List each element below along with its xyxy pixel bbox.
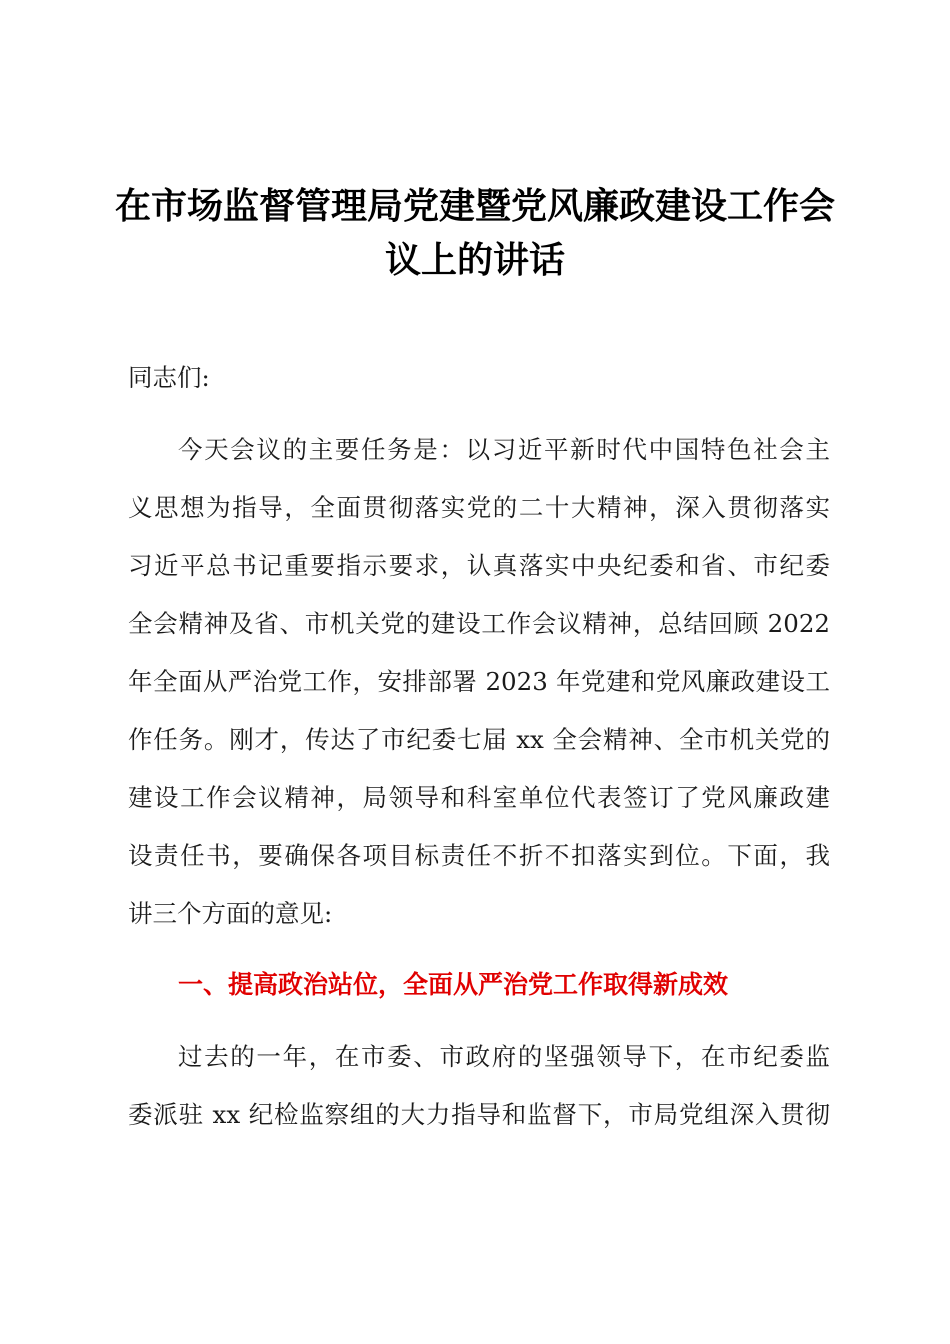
paragraph1-line: 设责任书，要确保各项目标责任不折不扣落实到位。下面，我	[128, 841, 830, 870]
document-title-line-2: 议上的讲话	[384, 240, 565, 281]
document-title-line-1: 在市场监督管理局党建暨党风廉政建设工作会	[114, 186, 835, 227]
paragraph1-line: 义思想为指导，全面贯彻落实党的二十大精神，深入贯彻落实	[128, 493, 830, 522]
paragraph1-line: 讲三个方面的意见:	[128, 899, 333, 928]
section-heading-1: 一、提高政治站位，全面从严治党工作取得新成效	[178, 970, 729, 999]
paragraph1-line: 建设工作会议精神，局领导和科室单位代表签订了党风廉政建	[128, 783, 830, 812]
paragraph1-line: 作任务。刚才，传达了市纪委七届 xx 全会精神、全市机关党的	[128, 725, 830, 754]
paragraph1-line: 习近平总书记重要指示要求，认真落实中央纪委和省、市纪委	[128, 551, 830, 580]
salutation: 同志们:	[128, 363, 210, 392]
paragraph2-line: 委派驻 xx 纪检监察组的大力指导和监督下，市局党组深入贯彻	[128, 1100, 830, 1129]
paragraph1-line: 全会精神及省、市机关党的建设工作会议精神，总结回顾 2022	[128, 609, 830, 638]
paragraph2-line: 过去的一年，在市委、市政府的坚强领导下，在市纪委监	[178, 1042, 830, 1071]
paragraph1-line: 年全面从严治党工作，安排部署 2023 年党建和党风廉政建设工	[128, 667, 830, 696]
paragraph1-line: 今天会议的主要任务是：以习近平新时代中国特色社会主	[178, 435, 830, 464]
